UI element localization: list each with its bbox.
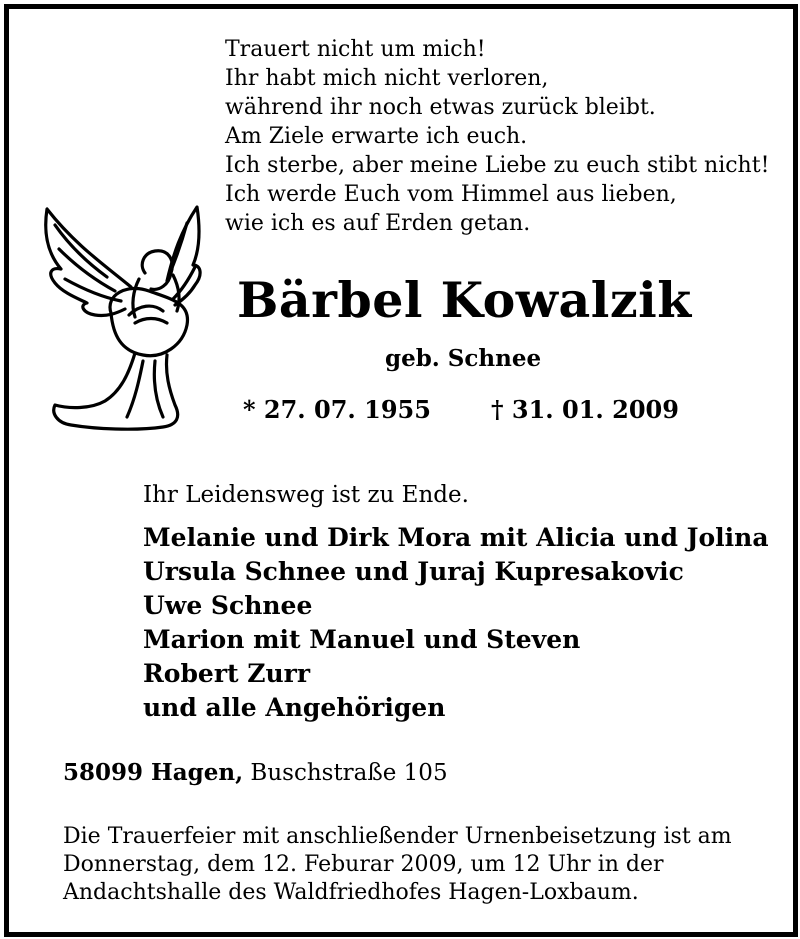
birth-date: * 27. 07. 1955 <box>243 395 431 424</box>
mourner-line: und alle Angehörigen <box>143 693 446 722</box>
death-date: † 31. 01. 2009 <box>491 395 679 424</box>
poem <box>225 35 769 238</box>
notice-line: Donnerstag, dem 12. Feburar 2009, um 12 Uhr in der <box>63 852 664 877</box>
angel-icon <box>35 195 205 440</box>
poem-line: während ihr noch etwas zurück bleibt. <box>225 95 656 120</box>
poem-line: Am Ziele erwarte ich euch. <box>225 124 528 149</box>
obituary-notice <box>4 4 798 937</box>
deceased-name: Bärbel Kowalzik <box>237 271 692 329</box>
poem-line: Ich werde Euch vom Himmel aus lieben, <box>225 182 677 207</box>
maiden-name: geb. Schnee <box>385 345 542 372</box>
address <box>63 759 448 786</box>
mourner-line: Ursula Schnee und Juraj Kupresakovic <box>143 557 684 586</box>
funeral-notice <box>63 823 732 907</box>
mourner-line: Uwe Schnee <box>143 591 313 620</box>
poem-line: wie ich es auf Erden getan. <box>225 211 531 236</box>
mourner-line: Melanie und Dirk Mora mit Alicia und Jolina <box>143 523 769 552</box>
mourner-line: Marion mit Manuel und Steven <box>143 625 581 654</box>
poem-line: Ich sterbe, aber meine Liebe zu euch stibt nicht! <box>225 153 770 178</box>
mourners-list <box>143 521 769 725</box>
mourner-line: Robert Zurr <box>143 659 311 688</box>
leidensweg-text: Ihr Leidensweg ist zu Ende. <box>143 482 469 508</box>
notice-line: Die Trauerfeier mit anschließender Urnenbeisetzung ist am <box>63 824 732 849</box>
poem-line: Trauert nicht um mich! <box>225 37 486 62</box>
address-city: 58099 Hagen, <box>63 759 244 786</box>
notice-line: Andachtshalle des Waldfriedhofes Hagen-Loxbaum. <box>63 880 639 905</box>
address-street: Buschstraße 105 <box>250 760 448 786</box>
poem-line: Ihr habt mich nicht verloren, <box>225 66 549 91</box>
